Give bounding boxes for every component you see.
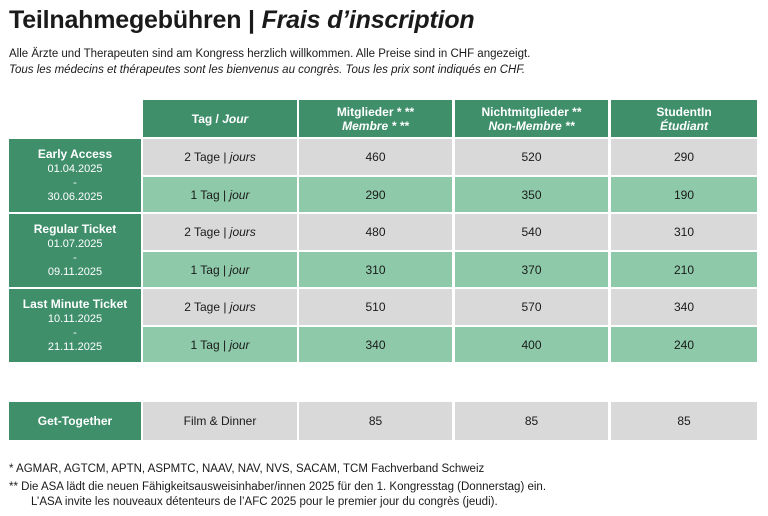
- day-fr: jour: [229, 187, 250, 202]
- day-de: 1 Tag |: [190, 337, 227, 352]
- price-nonmember: 370: [455, 252, 608, 287]
- header-nonmember-de: Nichtmitglieder **: [481, 104, 582, 119]
- header-day: [143, 100, 297, 137]
- header-member-fr: Membre * **: [342, 118, 409, 133]
- group-to: 30.06.2025: [47, 191, 103, 203]
- group-to: 09.11.2025: [47, 266, 103, 278]
- price-student: 340: [611, 289, 757, 325]
- footnote-star: * AGMAR, AGTCM, APTN, ASPMTC, NAAV, NAV, NVS, SACAM, TCM Fachverband Schweiz: [9, 463, 485, 475]
- price-nonmember: 400: [455, 327, 608, 362]
- table-row-day: [143, 289, 297, 325]
- group-sep: -: [73, 177, 77, 189]
- group-to: 21.11.2025: [47, 341, 103, 353]
- price-student: 210: [611, 252, 757, 287]
- table-row-day: [143, 177, 297, 212]
- group-from: 01.07.2025: [47, 238, 103, 250]
- group-sep: -: [73, 252, 77, 264]
- price-nonmember: 540: [455, 214, 608, 250]
- intro-text: [9, 46, 530, 78]
- day-fr: jours: [229, 300, 256, 314]
- get-together-member: 85: [299, 402, 452, 440]
- header-day-de: Tag /: [191, 111, 219, 126]
- get-together-nonmember: 85: [455, 402, 608, 440]
- group-name: Last Minute Ticket: [22, 297, 128, 311]
- page-title: [9, 6, 474, 35]
- header-nonmember: [455, 100, 608, 137]
- price-member: 480: [299, 214, 452, 250]
- price-nonmember: 520: [455, 139, 608, 175]
- price-member: 310: [299, 252, 452, 287]
- price-nonmember: 350: [455, 177, 608, 212]
- group-regular-ticket: [9, 214, 141, 287]
- price-member: 460: [299, 139, 452, 175]
- get-together-label: [9, 402, 141, 440]
- footnote-double-star-fr: L’ASA invite les nouveaux détenteurs de l’AFC 2025 pour le premier jour du congrès (jeudi).: [31, 496, 498, 508]
- day-fr: jour: [229, 262, 250, 277]
- day-de: 1 Tag |: [190, 262, 227, 277]
- group-name: Early Access: [37, 147, 113, 161]
- header-student-de: StudentIn: [656, 104, 712, 119]
- title-de: Teilnahmegebühren |: [9, 6, 255, 34]
- price-student: 310: [611, 214, 757, 250]
- price-student: 290: [611, 139, 757, 175]
- table-row-day: [143, 327, 297, 362]
- get-together-name: Get-Together: [37, 413, 113, 428]
- group-from: 10.11.2025: [47, 313, 103, 325]
- price-member: 340: [299, 327, 452, 362]
- group-last-minute: [9, 289, 141, 362]
- table-row-day: [143, 252, 297, 287]
- group-sep: -: [73, 327, 77, 339]
- table-row-day: [143, 214, 297, 250]
- day-fr: jours: [229, 225, 256, 239]
- intro-fr: Tous les médecins et thérapeutes sont les bienvenus au congrès. Tous les prix sont indiqués en CHF.: [9, 64, 526, 76]
- price-nonmember: 570: [455, 289, 608, 325]
- price-student: 190: [611, 177, 757, 212]
- header-nonmember-fr: Non-Membre **: [488, 118, 575, 133]
- group-name: Regular Ticket: [33, 222, 117, 236]
- day-fr: jour: [229, 337, 250, 352]
- price-student: 240: [611, 327, 757, 362]
- day-de: 1 Tag |: [190, 187, 227, 202]
- get-together-student: 85: [611, 402, 757, 440]
- group-early-access: [9, 139, 141, 212]
- table-row-day: [143, 139, 297, 175]
- footnote-double-star-de: ** Die ASA lädt die neuen Fähigkeitsausweisinhaber/innen 2025 für den 1. Kongresstag (Donnerstag) ein.: [9, 481, 547, 493]
- header-member: [299, 100, 452, 137]
- header-student: [611, 100, 757, 137]
- group-from: 01.04.2025: [47, 163, 103, 175]
- day-de: 2 Tage |: [184, 150, 227, 164]
- header-member-de: Mitglieder * **: [336, 104, 415, 119]
- day-de: 2 Tage |: [184, 225, 227, 239]
- price-member: 510: [299, 289, 452, 325]
- day-de: 2 Tage |: [184, 300, 227, 314]
- header-student-fr: Étudiant: [660, 118, 708, 133]
- day-fr: jours: [229, 150, 256, 164]
- intro-de: Alle Ärzte und Therapeuten sind am Kongress herzlich willkommen. Alle Preise sind in CHF angezeigt.: [9, 48, 531, 60]
- title-fr: Frais d’inscription: [261, 6, 475, 34]
- price-member: 290: [299, 177, 452, 212]
- get-together-desc: Film & Dinner: [143, 402, 297, 440]
- header-day-fr: Jour: [222, 111, 249, 126]
